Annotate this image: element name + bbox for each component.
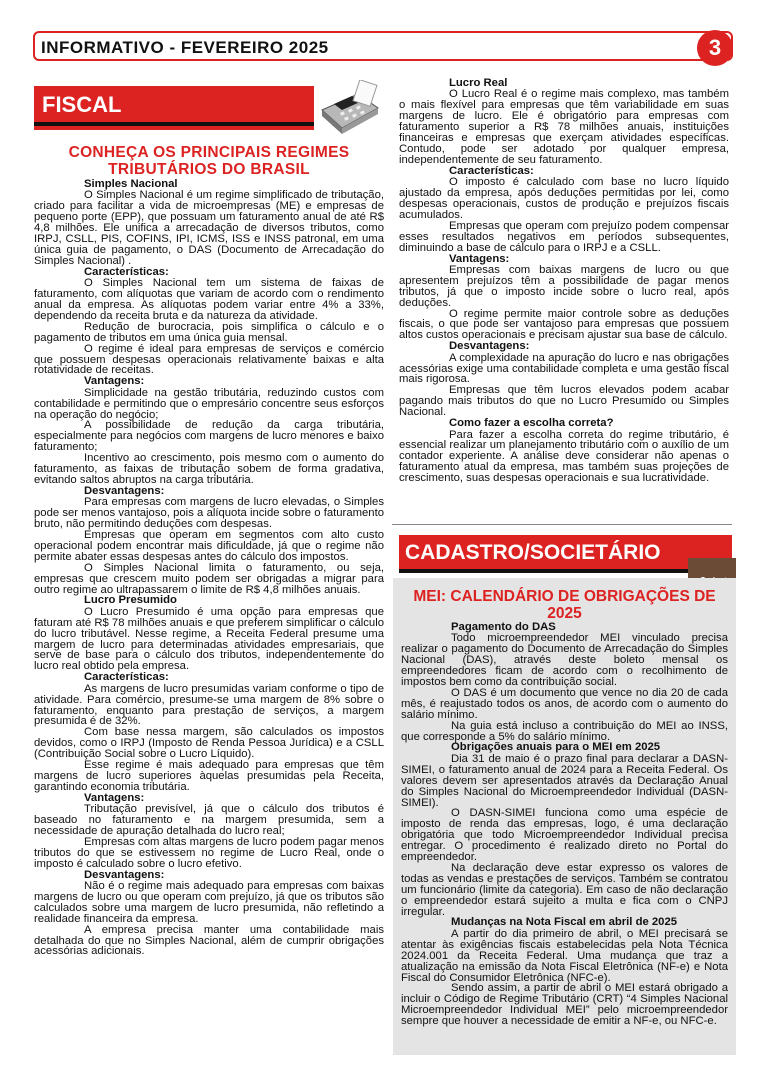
paragraph: Sendo assim, a partir de abril o MEI estará obrigado a incluir o Código de Regime Tributário (CRT) “4 Simples Nacional Microempreendedor Individual MEI” pelo microempreendedor sempre que houver a necessidade de emitir a NF-e, ou NFC-e. — [401, 982, 728, 1028]
paragraph: Na guia está incluso a contribuição do MEI ao INSS, que corresponde a 5% do salário mínimo. — [401, 719, 728, 743]
paragraph: O Simples Nacional é um regime simplificado de tributação, criado para facilitar a vida de microempresas (ME) e empresas de pequeno porte (EPP), que possuam um faturamento anual de até R$ 4,8 milhões. Ele unifica a arrecadação de diversos tributos, como IRPJ, CSLL, PIS, COFINS, IPI, ICMS, ISS e INSS patronal, em uma única guia de pagamento, o DAS (Documento de Arrecadação do Simples Nacional) . — [34, 189, 384, 267]
paragraph: A complexidade na apuração do lucro e nas obrigações acessórias exige uma contabilidade completa e uma gestão fiscal mais rigorosa. — [399, 351, 729, 386]
paragraph: O imposto é calculado com base no lucro líquido ajustado da empresa, após deduções permitidas por lei, como despesas operacionais, custos de produção e prejuízos fiscais acumulados. — [399, 176, 729, 221]
paragraph: O DASN-SIMEI funciona como uma espécie de imposto de renda das empresas, logo, é uma declaração obrigatória que todo Microempreendedor Individual precisa entregar. O procedimento é realizado direto no Portal do empreendedor. — [401, 807, 728, 864]
cadastro-section-banner: CADASTRO/SOCIETÁRIO — [399, 535, 732, 573]
subheading: Características: — [84, 671, 169, 684]
paragraph: A partir do dia primeiro de abril, o MEI precisará se atentar às exigências fiscais estabelecidas pela Nota Técnica 2024.001 da Receita Federal. Uma mudança que traz a atualização na emissão da Nota Fiscal Eletrônica (NF-e) e Nota Fiscal do Consumidor Eletrônica (NFC-e). — [401, 927, 728, 984]
paragraph: A possibilidade de redução da carga tributária, especialmente para negócios com margens de lucro menores e baixo faturamento; — [34, 419, 384, 454]
fiscal-column-right — [399, 78, 729, 484]
subheading: Lucro Real — [449, 77, 508, 89]
subheading: Características: — [84, 265, 169, 278]
fiscal-article-title: CONHEÇA OS PRINCIPAIS REGIMES TRIBUTÁRIOS DO BRASIL — [68, 144, 350, 178]
paragraph: O Lucro Presumido é uma opção para empresas que faturam até R$ 78 milhões anuais e que preferem simplificar o cálculo do lucro tributável. Nesse regime, a Receita Federal presume uma margem de lucro para determinadas atividades empresariais, que serve de base para o cálculo dos tributos, independentemente do lucro real obtido pela empresa. — [34, 605, 384, 673]
paragraph: Empresas com altas margens de lucro podem pagar menos tributos do que se estivessem no regime de Lucro Real, onde o imposto é calculado sobre o lucro efetivo. — [34, 835, 384, 870]
subheading: Características: — [449, 164, 534, 177]
subheading: Desvantagens: — [449, 340, 530, 353]
paragraph: O Simples Nacional tem um sistema de faixas de faturamento, com alíquotas que variam de acordo com o rendimento anual da empresa. As alíquotas podem variar entre 4% a 33%, dependendo da receita bruta e da natureza da atividade. — [34, 277, 384, 322]
paragraph: Todo microempreendedor MEI vinculado precisa realizar o pagamento do Documento de Arrecadação do Simples Nacional (DAS), através deste boleto mensal os empreendedores ficam de acordo com o recolhimento de impostos bem como da contribuição social. — [401, 632, 728, 689]
fiscal-section-banner: FISCAL — [34, 86, 314, 126]
paragraph: O regime é ideal para empresas de serviços e comércio que possuem despesas operacionais relativamente baixas e alta rotatividade de receitas. — [34, 342, 384, 377]
paragraph: Esse regime é mais adequado para empresas que têm margens de lucro superiores àquelas presumidas pela Receita, garantindo economia tributária. — [34, 759, 384, 793]
paragraph: Na declaração deve estar expresso os valores de todas as vendas e prestações de serviços. Também se contratou um funcionário (limite da categoria). Em caso de não declaração o empreendedor estará sujeito a multa e fica com o CNPJ irregular. — [401, 861, 728, 918]
page-header — [33, 31, 733, 61]
mei-article-body — [401, 622, 728, 1027]
paragraph: A empresa precisa manter uma contabilidade mais detalhada do que no Simples Nacional, além de cumprir obrigações acessórias adicionais. — [34, 923, 384, 958]
paragraph: Incentivo ao crescimento, pois mesmo com o aumento do faturamento, as faixas de tributação sobem de forma gradativa, evitando saltos abruptos na carga tributária. — [34, 452, 384, 486]
paragraph: Não é o regime mais adequado para empresas com baixas margens de lucro ou que operam com prejuízo, já que os tributos são calculados sobre uma margem de lucro presumida, não refletindo a realidade financeira da empresa. — [34, 880, 384, 925]
subheading: Lucro Presumido — [84, 594, 177, 607]
subheading: Obrigações anuais para o MEI em 2025 — [451, 741, 661, 754]
paragraph: Com base nessa margem, são calculados os impostos devidos, como o IRPJ (Imposto de Renda Pessoa Jurídica) e a CSLL (Contribuição Social sobre o Lucro Líquido). — [34, 726, 384, 761]
paragraph: Tributação previsível, já que o cálculo dos tributos é baseado no faturamento e na margem presumida, sem a necessidade de apuração detalhada do lucro real; — [34, 803, 384, 837]
subheading: Vantagens: — [449, 252, 510, 265]
subheading: Mudanças na Nota Fiscal em abril de 2025 — [451, 916, 678, 929]
subheading: Desvantagens: — [84, 484, 165, 497]
calculator-icon — [318, 80, 380, 136]
subheading: Desvantagens: — [84, 868, 165, 881]
subheading: Como fazer a escolha correta? — [449, 417, 614, 430]
newsletter-title: INFORMATIVO - FEVEREIRO 2025 — [41, 38, 329, 57]
fiscal-column-left — [34, 179, 384, 957]
paragraph: O Simples Nacional limita o faturamento, ou seja, empresas que crescem muito podem ser obrigadas a migrar para outro regime ao ultrapassarem o limite de R$ 4,8 milhões anuais. — [34, 561, 384, 596]
subheading: Pagamento do DAS — [451, 621, 556, 633]
paragraph: Simplicidade na gestão tributária, reduzindo custos com contabilidade e permitindo que o empresário concentre seus esforços na operação do negócio; — [34, 386, 384, 421]
page-number-badge: 3 — [697, 30, 733, 66]
paragraph: Dia 31 de maio é o prazo final para declarar a DASN-SIMEI, o faturamento anual de 2024 para a Receita Federal. Os valores devem ser apresentados através da Declaração Anual do Simples Nacional do Microempreendedor Individual (DASN-SIMEI). — [401, 752, 728, 809]
paragraph: Para fazer a escolha correta do regime tributário, é essencial realizar um planejamento tributário com o auxílio de um contador experiente. A análise deve considerar não apenas o faturamento atual da empresa, mas também suas projeções de crescimento, suas despesas operacionais e sua lucratividade. — [399, 428, 729, 485]
paragraph: Empresas que têm lucros elevados podem acabar pagando mais tributos do que no Lucro Presumido ou Simples Nacional. — [399, 384, 729, 419]
paragraph: Empresas com baixas margens de lucro ou que apresentem prejuízos têm a possibilidade de pagar menos tributos, já que o imposto incide sobre o lucro real, após deduções. — [399, 263, 729, 309]
paragraph: O Lucro Real é o regime mais complexo, mas também o mais flexível para empresas que têm variabilidade em suas margens de lucro. Ele é obrigatório para empresas com faturamento superior a R$ 78 milhões anuais, instituições financeiras e empresas que exerçam atividades específicas. Contudo, pode ser adotado por qualquer empresa, independentemente de seu faturamento. — [399, 88, 729, 166]
subheading: Simples Nacional — [84, 178, 178, 190]
paragraph: Para empresas com margens de lucro elevadas, o Simples pode ser menos vantajoso, pois a alíquota incide sobre o faturamento bruto, não permitindo deduções com despesas. — [34, 496, 384, 531]
paragraph: O DAS é um documento que vence no dia 20 de cada mês, é reajustado todos os anos, de acordo com o aumento do salário mínimo. — [401, 686, 728, 721]
paragraph: As margens de lucro presumidas variam conforme o tipo de atividade. Para comércio, presume-se uma margem de 8% sobre o faturamento, enquanto para prestação de serviços, a margem presumida é de 32%. — [34, 682, 384, 728]
subheading: Vantagens: — [84, 375, 145, 388]
subheading: Vantagens: — [84, 791, 145, 804]
fiscal-banner-stripe — [34, 126, 314, 130]
paragraph: Empresas que operam com prejuízo podem compensar esses resultados negativos em períodos subsequentes, diminuindo a base de cálculo para o IRPJ e a CSLL. — [399, 219, 729, 254]
paragraph: Empresas que operam em segmentos com alto custo operacional podem encontrar mais dificuldade, já que o regime não permite abater essas despesas antes do cálculo dos impostos. — [34, 529, 384, 563]
paragraph: O regime permite maior controle sobre as deduções fiscais, o que pode ser vantajoso para empresas que possuem altos custos operacionais e precisam ajustar sua base de cálculo. — [399, 307, 729, 342]
mei-article-title: MEI: CALENDÁRIO DE OBRIGAÇÕES DE 2025 — [413, 588, 716, 622]
paragraph: Redução de burocracia, pois simplifica o cálculo e o pagamento de tributos em uma única guia mensal. — [34, 320, 384, 344]
section-divider — [392, 524, 732, 525]
